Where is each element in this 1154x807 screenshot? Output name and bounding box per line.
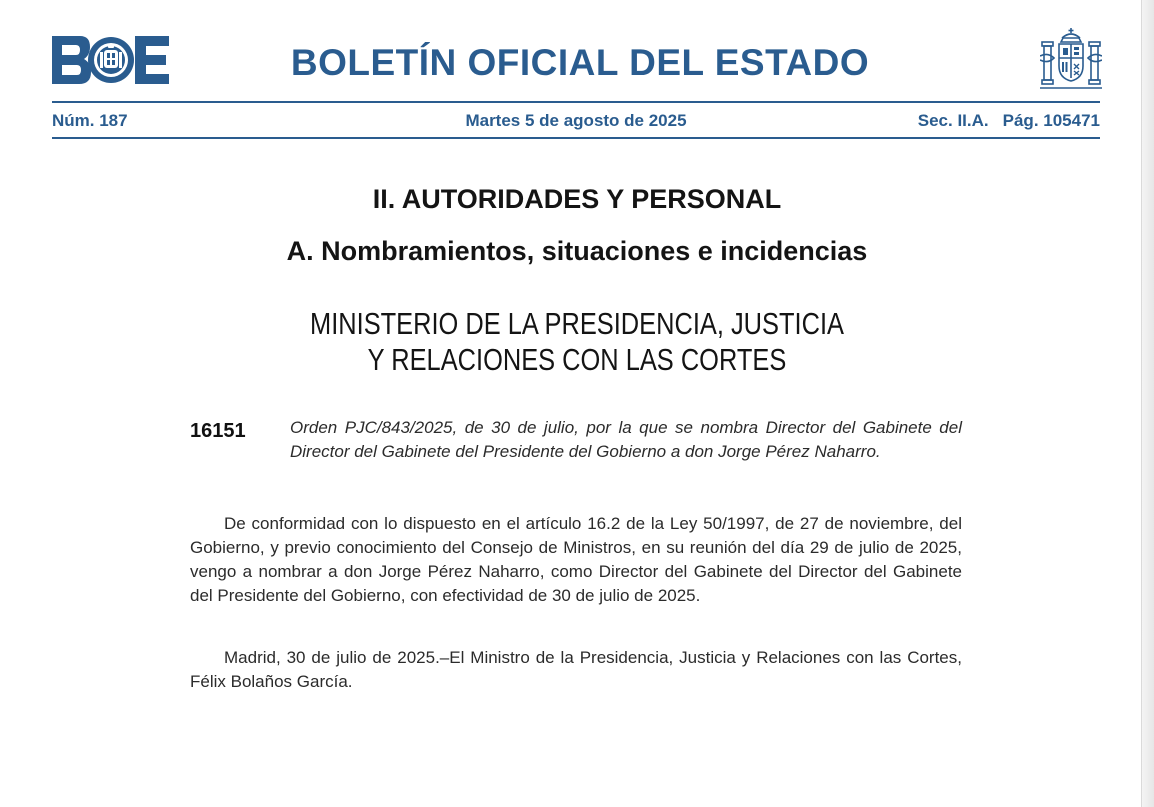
ministry-heading (104, 306, 1050, 378)
section-label: Sec. II.A. (917, 111, 989, 130)
body-paragraph: De conformidad con lo dispuesto en el artículo 16.2 de la Ley 50/1997, de 27 de noviembre, del Gobierno, y previo conocimiento del Consejo de Ministros, en su reunión del día 29 de julio de 2025, vengo a nombrar a don Jorge Pérez Naharro, como Director del Gabinete del Director del Gabinete del Presidente del Gobierno, con efectividad de 30 de julio de 2025. (190, 514, 962, 605)
bulletin-title: BOLETÍN OFICIAL DEL ESTADO (290, 42, 870, 83)
issue-number: Núm. 187 (52, 111, 128, 130)
spain-coat-of-arms-icon (1040, 26, 1102, 90)
signature-paragraph: Madrid, 30 de julio de 2025.–El Ministro de la Presidencia, Justicia y Relaciones con las Cortes, Félix Bolaños García. (190, 648, 962, 691)
subsection-title: A. Nombramientos, situaciones e incidencias (286, 236, 868, 266)
header-rule-top (52, 101, 1100, 103)
entry-number: 16151 (190, 420, 246, 442)
page-label: Pág. 105471 (1002, 111, 1100, 130)
page-edge (1141, 0, 1154, 807)
issue-date: Martes 5 de agosto de 2025 (465, 111, 687, 130)
section-title: II. AUTORIDADES Y PERSONAL (372, 184, 782, 214)
section-and-page (918, 111, 1100, 131)
boe-logo (52, 36, 169, 84)
ministry-line: MINISTERIO DE LA PRESIDENCIA, JUSTICIA (310, 306, 844, 341)
ministry-line: Y RELACIONES CON LAS CORTES (367, 342, 787, 377)
entry-title: Orden PJC/843/2025, de 30 de julio, por la que se nombra Director del Gabinete del Director del Gabinete del Presidente del Gobierno a don Jorge Pérez Naharro. (290, 418, 962, 461)
header-rule-bottom (52, 137, 1100, 139)
